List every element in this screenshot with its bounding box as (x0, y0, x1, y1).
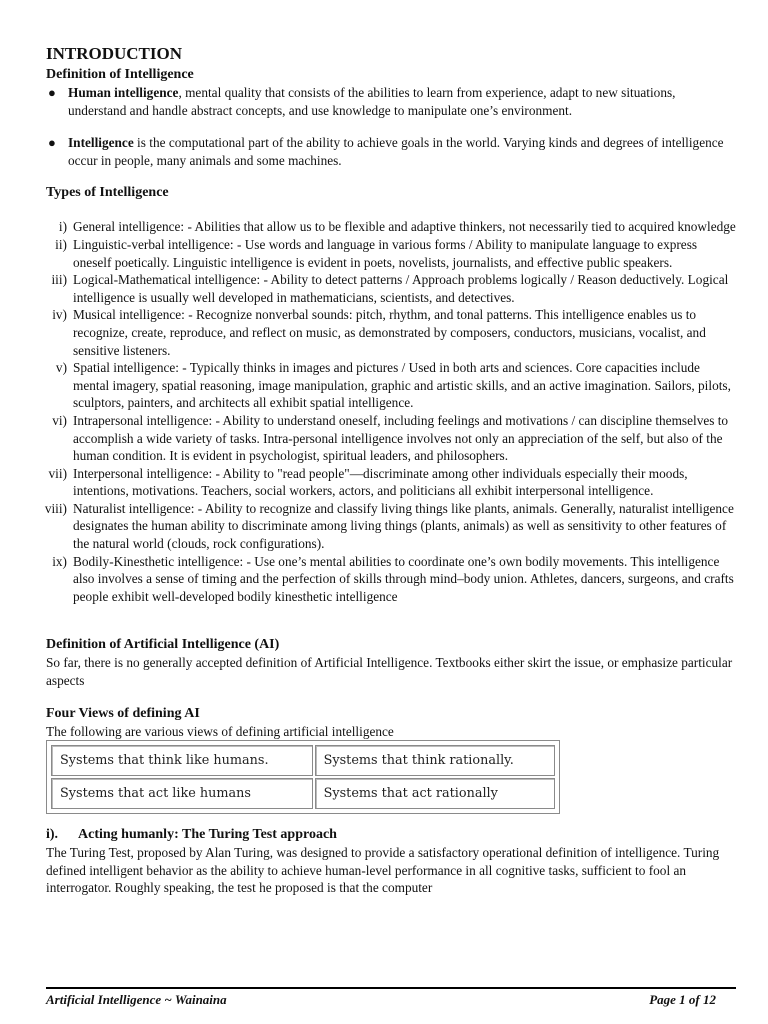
turing-text: The Turing Test, proposed by Alan Turing, was designed to provide a satisfactory operational definition of intelligence. Turing defined intelligent behavior as the ability to achieve human-level performance in all cognitive tasks, sufficient to fool an interrogator. Roughly speaking, the test he proposed is that the computer (46, 845, 720, 896)
four-views-table (46, 740, 560, 814)
list-text: Linguistic-verbal intelligence: - Use words and language in various forms / Ability to manipulate language to express oneself poetically. Linguistic intelligence is evident in poets, novelists, journalists, and effective public speakers. (73, 236, 698, 270)
list-text: Naturalist intelligence: - Ability to recognize and classify living things like plants, animals. Generally, naturalist intelligence designates the human ability to discriminate among living things (plants, animals) as well as sensitivity to other features of the natural world (clouds, rock configurations). (73, 500, 734, 552)
page-content (46, 44, 736, 897)
turing-title: Acting humanly: The Turing Test approach (78, 827, 337, 843)
list-text: Interpersonal intelligence: - Ability to "read people"—discriminate among other individuals especially their moods, intentions, motivations. Teachers, social workers, actors, and politicians all exhibit interpersonal intelligence. (73, 465, 688, 499)
list-item (46, 271, 736, 306)
list-item (46, 359, 736, 412)
bullet-text: is the computational part of the ability to achieve goals in the world. Varying kinds and degrees of intelligence occur in people, many animals and some machines. (68, 135, 724, 168)
table-row (51, 745, 555, 776)
list-number: iii) (51, 272, 67, 288)
ai-definition-text: So far, there is no generally accepted definition of Artificial Intelligence. Textbooks either skirt the issue, or emphasize particular aspects (46, 655, 733, 689)
footer-page-number: Page 1 of 12 (649, 992, 716, 1007)
definition-heading: Definition of Intelligence (46, 67, 194, 82)
list-item (46, 306, 736, 359)
list-item (46, 553, 736, 606)
list-number: vi) (52, 412, 67, 428)
turing-heading (46, 826, 736, 844)
types-heading: Types of Intelligence (46, 185, 169, 201)
list-item (46, 500, 736, 553)
page-title: INTRODUCTION (46, 44, 183, 63)
list-number: viii) (44, 500, 67, 516)
table-cell: Systems that think like humans. (51, 745, 313, 776)
four-views-intro: The following are various views of defining artificial intelligence (46, 723, 394, 739)
list-number: v) (55, 360, 67, 376)
footer-left: Artificial Intelligence ~ Wainaina (46, 992, 227, 1007)
list-text: Logical-Mathematical intelligence: - Ability to detect patterns / Approach problems logically / Reason deductively. Logical intelligence is usually well developed in mathematicians, scientists, and detectives. (73, 272, 729, 305)
list-text: Bodily-Kinesthetic intelligence: - Use one’s mental abilities to coordinate one’s own bodily movements. This intelligence also involves a sense of timing and the perfection of skills through mind–body union. Athletes, dancers, surgeons, and crafts people exhibit well-developed bodily kinesthetic intelligence (73, 553, 734, 604)
list-number: i) (58, 219, 67, 235)
list-text: Intrapersonal intelligence: - Ability to understand oneself, including feelings and motivations / can discipline themselves to accomplish a wide variety of tasks. Intra-personal intelligence involves not only an appreciation of the self, but also of the human condition. It is evident in psychologist, spiritual leaders, and philosophers. (73, 412, 729, 464)
list-number: vii) (48, 465, 67, 481)
list-item (46, 465, 736, 500)
bullet-term: Human intelligence (68, 85, 179, 100)
list-item (46, 218, 736, 236)
page-footer (46, 987, 736, 1008)
list-number: ix) (52, 553, 67, 569)
bullet-dot-icon: ● (48, 85, 56, 100)
bullet-dot-icon: ● (48, 135, 56, 151)
bullet-human-intelligence (46, 84, 736, 119)
table-cell: Systems that act like humans (51, 778, 313, 809)
types-list (46, 218, 736, 605)
list-text: General intelligence: - Abilities that allow us to be flexible and adaptive thinkers, not necessarily tied to acquired knowledge (73, 219, 736, 235)
list-text: Spatial intelligence: - Typically thinks in images and pictures / Used in both arts and sciences. Core capacities include mental imagery, spatial reasoning, image manipulation, graphic and artistic skills, and an active imagination. Sailors, pilots, sculptors, painters, and architects all exhibit spatial intelligence. (73, 360, 731, 411)
list-item (46, 412, 736, 465)
ai-definition-heading: Definition of Artificial Intelligence (AI) (46, 637, 280, 653)
bullet-intelligence (46, 134, 736, 169)
list-text: Musical intelligence: - Recognize nonverbal sounds: pitch, rhythm, and tonal patterns. This intelligence enables us to recognize, create, reproduce, and reflect on music, as demonstrated by composers, conductors, musicians, vocalist, and sensitive listeners. (73, 307, 706, 358)
table-cell: Systems that think rationally. (315, 745, 555, 776)
table-cell: Systems that act rationally (315, 778, 555, 809)
table-row (51, 778, 555, 809)
four-views-heading: Four Views of defining AI (46, 705, 200, 721)
bullet-term: Intelligence (68, 135, 134, 151)
bullet-text: , mental quality that consists of the abilities to learn from experience, adapt to new situations, understand and handle abstract concepts, and use knowledge to manipulate one’s environment. (68, 85, 676, 118)
list-number: iv) (52, 307, 67, 323)
turing-number: i). (46, 827, 59, 843)
list-number: ii) (55, 236, 67, 252)
list-item (46, 236, 736, 271)
